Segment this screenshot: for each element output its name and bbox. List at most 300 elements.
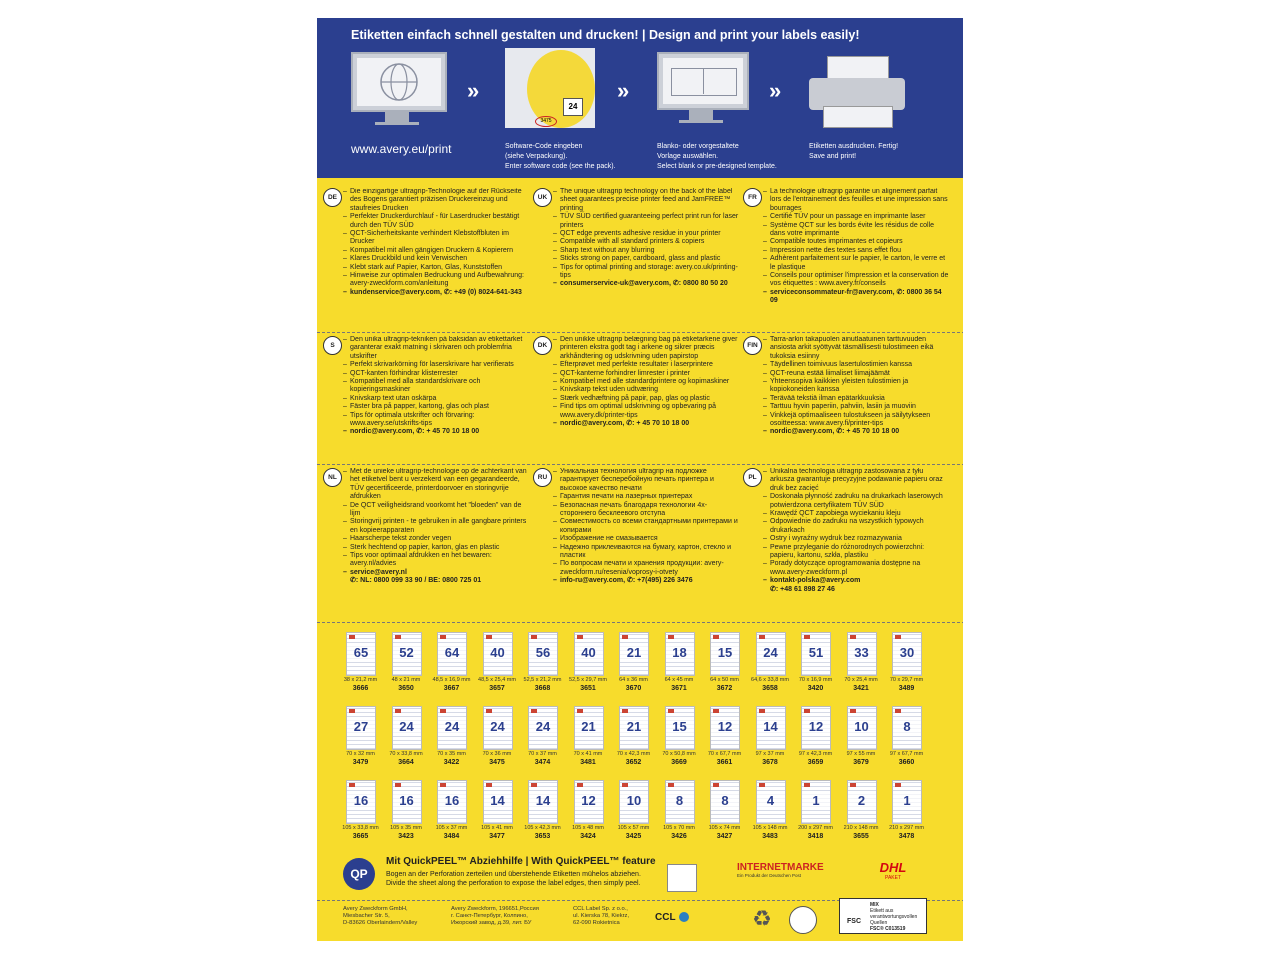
ultragrip-mark-icon — [668, 783, 674, 787]
label-sheet-thumbnail — [574, 632, 604, 676]
feature-item: – Vinkkejä optimaaliseen tulostukseen ja säilytykseen osoitteessa: www.avery.fi/printer-tips — [763, 412, 949, 429]
monitor-stand — [385, 112, 409, 122]
product-code: 3421 — [853, 685, 869, 692]
product-code: 3666 — [352, 685, 369, 692]
ultragrip-mark-icon — [850, 783, 856, 787]
label-sheet-thumbnail — [619, 780, 649, 824]
label-sheet-thumbnail — [756, 632, 786, 676]
label-sheet-thumbnail — [892, 632, 922, 676]
language-badge: UK — [533, 188, 552, 207]
feature-item: – Kompatibel mit allen gängigen Druckern & Kopierern — [343, 247, 529, 255]
product-item — [431, 632, 472, 700]
feature-item: – TÜV SÜD certified guaranteeing perfect print run for laser printers — [553, 213, 739, 230]
label-sheet-thumbnail — [847, 780, 877, 824]
quickpeel-illustration — [667, 864, 697, 892]
monitor-template-icon — [657, 52, 749, 110]
product-item — [750, 780, 791, 848]
ultragrip-mark-icon — [895, 635, 901, 639]
feature-item: – Krawędź QCT zapobiega wyciekaniu kleju — [763, 510, 949, 518]
product-code: 3665 — [352, 833, 369, 840]
labels-per-sheet: 8 — [666, 793, 694, 808]
labels-per-sheet: 24 — [757, 645, 785, 660]
ultragrip-mark-icon — [713, 635, 719, 639]
ultragrip-mark-icon — [486, 709, 492, 713]
label-dimensions: 70 x 67,7 mm — [707, 751, 742, 757]
ultragrip-mark-icon — [349, 709, 355, 713]
feature-item: – QCT-Sicherheitskante verhindert Klebstoffbluten im Drucker — [343, 230, 529, 247]
feature-item: – Klares Druckbild und kein Verwischen — [343, 255, 529, 263]
label-dimensions: 52,5 x 21,2 mm — [523, 677, 562, 683]
product-code: 3670 — [625, 685, 642, 692]
labels-per-sheet: 10 — [620, 793, 648, 808]
product-item — [568, 706, 609, 774]
feature-item: – Odpowiednie do zadruku na wszystkich typowych drukarkach — [763, 518, 949, 535]
feature-item: – Уникальная технология ultragrip на подложке гарантирует бесперебойную печать принтера и высокое качество печати — [553, 468, 739, 493]
labels-per-sheet: 56 — [529, 645, 557, 660]
product-item — [386, 706, 427, 774]
address-ru: Avery Zweckform, 196651,Россия г. Санкт-Петербург, Колпино, Ижорский завод, д.39, лит. БУ — [451, 906, 539, 926]
label-sheet-thumbnail — [392, 706, 422, 750]
labels-per-sheet: 21 — [620, 645, 648, 660]
labels-per-sheet: 16 — [347, 793, 375, 808]
label-sheet-thumbnail — [801, 780, 831, 824]
label-dimensions: 64 x 36 mm — [619, 677, 648, 683]
labels-per-sheet: 24 — [484, 719, 512, 734]
product-item — [613, 706, 654, 774]
label-dimensions: 70 x 37 mm — [528, 751, 557, 757]
label-sheet-thumbnail — [483, 780, 513, 824]
product-item — [704, 632, 745, 700]
ultragrip-mark-icon — [895, 709, 901, 713]
product-code: 3427 — [716, 833, 733, 840]
labels-per-sheet: 12 — [575, 793, 603, 808]
label-dimensions: 105 x 37 mm — [435, 825, 468, 831]
labels-per-sheet: 14 — [484, 793, 512, 808]
label-sheet-thumbnail — [528, 632, 558, 676]
label-dimensions: 52,5 x 29,7 mm — [569, 677, 607, 683]
ultragrip-mark-icon — [440, 709, 446, 713]
ultragrip-mark-icon — [531, 709, 537, 713]
arrow-icon: » — [467, 78, 476, 103]
contact-line[interactable]: – consumerservice-uk@avery.com, ✆: 0800 80 50 20 — [553, 280, 739, 288]
label-dimensions: 64,6 x 33,8 mm — [751, 677, 789, 683]
product-item — [886, 780, 927, 848]
step4-caption: Etiketten ausdrucken. Fertig! Save and print! — [809, 143, 899, 160]
labels-per-sheet: 33 — [848, 645, 876, 660]
label-dimensions: 105 x 48 mm — [572, 825, 604, 831]
labels-per-sheet: 15 — [711, 645, 739, 660]
label-sheet-thumbnail — [392, 780, 422, 824]
feature-item: – Knivskarp tekst uden udtværing — [553, 386, 739, 394]
product-item — [795, 780, 836, 848]
labels-per-sheet: 10 — [848, 719, 876, 734]
contact-line[interactable]: – kundenservice@avery.com, ✆: +49 (0) 8024-641-343 — [343, 289, 529, 297]
product-code: 3657 — [489, 685, 505, 692]
feature-item: – Tarttuu hyvin paperiin, pahviin, lasiin ja muoviin — [763, 403, 949, 411]
label-sheet-thumbnail — [710, 632, 740, 676]
language-badge: FIN — [743, 336, 762, 355]
label-dimensions: 48,5 x 16,9 mm — [432, 677, 471, 683]
feature-item: – Sharp text without any blurring — [553, 247, 739, 255]
software-code-circle: 3475 — [535, 116, 557, 127]
contact-line[interactable]: – info-ru@avery.com, ✆: +7(495) 226 3476 — [553, 577, 739, 585]
feature-item: – Безопасная печать благодаря технологии 4х-стороннего бесклеевого отступа — [553, 502, 739, 519]
label-dimensions: 70 x 25,4 mm — [844, 677, 878, 683]
feature-item: – Terävää tekstiä ilman epätarkkuuksia — [763, 395, 949, 403]
product-item — [431, 780, 472, 848]
label-dimensions: 105 x 33,8 mm — [342, 825, 379, 831]
label-sheet-thumbnail — [574, 706, 604, 750]
label-dimensions: 97 x 55 mm — [846, 751, 876, 757]
label-dimensions: 97 x 37 mm — [755, 751, 785, 757]
label-sheet-thumbnail — [528, 780, 558, 824]
label-sheet-thumbnail — [847, 632, 877, 676]
language-block-dk — [533, 336, 739, 478]
labels-per-sheet: 27 — [347, 719, 375, 734]
product-item — [477, 706, 518, 774]
label-dimensions: 70 x 29,7 mm — [889, 677, 924, 683]
product-code: 3661 — [716, 759, 733, 766]
label-dimensions: 70 x 35 mm — [437, 751, 466, 757]
feature-item: – La technologie ultragrip garantie un alignement parfait lors de l'entrainement des feuilles et une impression sans bourrages — [763, 188, 949, 213]
label-dimensions: 210 x 297 mm — [889, 825, 924, 831]
feature-item: – The unique ultragrip technology on the back of the label sheet guarantees precise printer feed and JamFREE™ printing — [553, 188, 739, 213]
label-dimensions: 200 x 297 mm — [798, 825, 833, 831]
labels-per-sheet: 8 — [893, 719, 921, 734]
product-code: 3669 — [671, 759, 687, 766]
monitor-icon — [351, 52, 447, 112]
product-code: 3477 — [489, 833, 505, 840]
product-item — [568, 632, 609, 700]
label-dimensions: 48,5 x 25,4 mm — [478, 677, 516, 683]
label-dimensions: 210 x 148 mm — [843, 825, 879, 831]
label-dimensions: 105 x 74 mm — [708, 825, 741, 831]
label-sheet-thumbnail — [528, 706, 558, 750]
feature-item: – Haarscherpe tekst zonder vegen — [343, 535, 529, 543]
feature-item: – Pewne przyleganie do różnorodnych powierzchni: papieru, kartonu, szkła, plastiku — [763, 544, 949, 561]
product-code: 3668 — [534, 685, 551, 692]
label-sheet-thumbnail — [756, 780, 786, 824]
label-dimensions: 105 x 70 mm — [663, 825, 695, 831]
ultragrip-mark-icon — [804, 783, 810, 787]
feature-item: – По вопросам печати и хранения продукции: avery-zweckform.ru/resenia/voprosy-i-otvety — [553, 560, 739, 577]
feature-item: – Изображение не смазывается — [553, 535, 739, 543]
labels-per-sheet: 1 — [893, 793, 921, 808]
feature-item: – Storingvrij printen - te gebruiken in alle gangbare printers en kopieerapparaten — [343, 518, 529, 535]
label-dimensions: 70 x 33,8 mm — [389, 751, 423, 757]
pack-label-count: 24 — [563, 98, 583, 116]
labels-per-sheet: 4 — [757, 793, 785, 808]
product-item — [613, 632, 654, 700]
feature-item: – Met de unieke ultragrip-technologie op de achterkant van het etiketvel bent u verzekerd van een gegarandeerde, TÜV gecertificeerde, printerdoorvoer en storingvrije afdrukken — [343, 468, 529, 502]
feature-item: – Unikalna technologia ultragrip zastosowana z tyłu arkusza gwarantuje precyzyjne podawanie papieru oraz druk bez zacięć — [763, 468, 949, 493]
contact-line[interactable]: – nordic@avery.com, ✆: + 45 70 10 18 00 — [553, 420, 739, 428]
contact-line[interactable]: – nordic@avery.com, ✆: + 45 70 10 18 00 — [763, 428, 949, 436]
ultragrip-mark-icon — [850, 635, 856, 639]
header-banner — [317, 18, 963, 178]
ultragrip-mark-icon — [622, 783, 628, 787]
label-dimensions: 105 x 42,3 mm — [524, 825, 561, 831]
labels-per-sheet: 15 — [666, 719, 694, 734]
feature-item: – Sticks strong on paper, cardboard, glass and plastic — [553, 255, 739, 263]
ultragrip-mark-icon — [759, 783, 765, 787]
product-item — [522, 632, 563, 700]
labels-per-sheet: 30 — [893, 645, 921, 660]
language-badge: NL — [323, 468, 342, 487]
product-code: 3678 — [762, 759, 778, 766]
ultragrip-mark-icon — [486, 635, 492, 639]
label-dimensions: 97 x 67,7 mm — [889, 751, 924, 757]
product-item — [522, 780, 563, 848]
product-code: 3652 — [625, 759, 642, 766]
product-item — [522, 706, 563, 774]
product-code: 3483 — [762, 833, 778, 840]
ultragrip-mark-icon — [668, 635, 674, 639]
product-code: 3655 — [853, 833, 869, 840]
feature-item: – Hinweise zur optimalen Bedruckung und Aufbewahrung: avery-zweckform.com/anleitung — [343, 272, 529, 289]
feature-item: – Kompatibel med alla standardskrivare och kopieringsmaskiner — [343, 378, 529, 395]
feature-item: – Tarra-arkin takapuolen ainutlaatuinen tarttuvuuden ansiosta arkit syöttyvät täsmällisesti tulostimeen eikä tukoksia esiinny — [763, 336, 949, 361]
labels-per-sheet: 12 — [711, 719, 739, 734]
labels-per-sheet: 21 — [620, 719, 648, 734]
product-item — [841, 706, 882, 774]
product-item — [795, 706, 836, 774]
feature-item: – Tips for optimal printing and storage: avery.co.uk/printing-tips — [553, 264, 739, 281]
label-dimensions: 97 x 42,3 mm — [798, 751, 833, 757]
ultragrip-mark-icon — [395, 783, 401, 787]
labels-per-sheet: 51 — [802, 645, 830, 660]
label-sheet-thumbnail — [892, 780, 922, 824]
label-dimensions: 64 x 50 mm — [710, 677, 739, 683]
ultragrip-mark-icon — [668, 709, 674, 713]
label-dimensions: 105 x 148 mm — [752, 825, 788, 831]
labels-per-sheet: 52 — [393, 645, 421, 660]
ultragrip-mark-icon — [713, 783, 719, 787]
labels-per-sheet: 18 — [666, 645, 694, 660]
contact-line[interactable]: – serviceconsommateur-fr@avery.com, ✆: 0800 36 54 09 — [763, 289, 949, 306]
labels-per-sheet: 2 — [848, 793, 876, 808]
label-dimensions: 105 x 41 mm — [481, 825, 513, 831]
feature-item: – Kompatibel med alle standardprintere og kopimaskiner — [553, 378, 739, 386]
label-dimensions: 70 x 32 mm — [346, 751, 375, 757]
product-item — [841, 780, 882, 848]
product-item — [340, 632, 381, 700]
product-code: 3426 — [671, 833, 687, 840]
product-code: 3422 — [443, 759, 460, 766]
feature-item: – QCT-kanterne forhindrer limrester i printer — [553, 370, 739, 378]
labels-per-sheet: 24 — [529, 719, 557, 734]
label-sheet-thumbnail — [801, 632, 831, 676]
ultragrip-mark-icon — [440, 635, 446, 639]
label-sheet-thumbnail — [665, 632, 695, 676]
language-badge: FR — [743, 188, 762, 207]
product-code: 3474 — [534, 759, 551, 766]
label-sheet-thumbnail — [892, 706, 922, 750]
product-item — [750, 706, 791, 774]
feature-item: – Tips voor optimaal afdrukken en het bewaren: avery.nl/advies — [343, 552, 529, 569]
ultragrip-mark-icon — [531, 635, 537, 639]
label-sheet-thumbnail — [574, 780, 604, 824]
label-dimensions: 48 x 21 mm — [391, 677, 421, 683]
product-code: 3671 — [671, 685, 687, 692]
feature-item: – QCT edge prevents adhesive residue in your printer — [553, 230, 739, 238]
feature-item: – Гарантия печати на лазерных принтерах — [553, 493, 739, 501]
language-block-fin — [743, 336, 949, 478]
product-code: 3679 — [853, 759, 869, 766]
language-block-uk — [533, 188, 739, 330]
quickpeel-title: Mit QuickPEEL™ Abziehhilfe | With QuickPEEL™ feature — [386, 856, 656, 867]
product-code: 3659 — [807, 759, 824, 766]
product-item — [477, 780, 518, 848]
label-sheet-thumbnail — [437, 780, 467, 824]
language-badge: DK — [533, 336, 552, 355]
feature-item: – QCT-reuna estää liimaliset liimajäämät — [763, 370, 949, 378]
feature-item: – Den unikke ultragrip belægning bag på etiketarkene giver printeren ekstra godt tag i arkene og sikrer præcis arkhåndtering og udskrivning uden papirstop — [553, 336, 739, 361]
product-code: 3664 — [398, 759, 414, 766]
header-title: Etiketten einfach schnell gestalten und drucken! | Design and print your labels easily! — [351, 28, 860, 42]
product-item — [704, 706, 745, 774]
ultragrip-mark-icon — [577, 709, 583, 713]
feature-item: – QCT-kanten förhindrar klisterrester — [343, 370, 529, 378]
feature-item: – Knivskarp text utan oskärpa — [343, 395, 529, 403]
language-block-ru — [533, 468, 739, 610]
arrow-icon: » — [769, 78, 778, 103]
product-code: 3420 — [807, 685, 824, 692]
feature-item: – Compatible with all standard printers & copiers — [553, 238, 739, 246]
avery-print-url[interactable]: www.avery.eu/print — [351, 142, 452, 156]
contact-line[interactable]: – kontakt-polska@avery.com ✆: +48 61 898 27 46 — [763, 577, 949, 594]
language-block-s — [323, 336, 529, 478]
labels-per-sheet: 14 — [529, 793, 557, 808]
internetmarke-logo: INTERNETMARKE Ein Produkt der Deutschen Post — [737, 862, 824, 878]
label-sheet-thumbnail — [619, 706, 649, 750]
ultragrip-mark-icon — [395, 635, 401, 639]
labels-per-sheet: 40 — [484, 645, 512, 660]
label-sheet-thumbnail — [392, 632, 422, 676]
label-sheet-thumbnail — [756, 706, 786, 750]
address-pl: CCL Label Sp. z o.o., ul. Kierska 78, Kiekrz, 62-090 Rokietnica — [573, 906, 630, 926]
product-code: 3660 — [898, 759, 915, 766]
recycle-icon: ♻ — [752, 906, 772, 931]
feature-item: – Conseils pour optimiser l'impression et la conservation de vos étiquettes : www.avery.fr/conseils — [763, 272, 949, 289]
dhl-logo: DHL PAKET — [879, 860, 907, 881]
ultragrip-mark-icon — [850, 709, 856, 713]
ultragrip-mark-icon — [622, 635, 628, 639]
ultragrip-mark-icon — [349, 783, 355, 787]
ultragrip-mark-icon — [713, 709, 719, 713]
labels-per-sheet: 21 — [575, 719, 603, 734]
ultragrip-mark-icon — [804, 709, 810, 713]
label-pack-image — [505, 48, 595, 128]
step2-caption: Software-Code eingeben (siehe Verpackung). Enter software code (see the pack). — [505, 143, 616, 170]
language-badge: S — [323, 336, 342, 355]
labels-per-sheet: 64 — [438, 645, 466, 660]
feature-item: – Adhèrent parfaitement sur le papier, le carton, le verre et le plastique — [763, 255, 949, 272]
printer-icon — [809, 56, 905, 128]
language-badge: DE — [323, 188, 342, 207]
feature-item: – Ostry i wyraźny wydruk bez rozmazywania — [763, 535, 949, 543]
label-sheet-thumbnail — [619, 632, 649, 676]
product-code: 3489 — [898, 685, 915, 692]
address-de: Avery Zweckform GmbH, Miesbacher Str. 5, D-83626 Oberlaindern/Valley — [343, 906, 418, 926]
product-item — [886, 706, 927, 774]
feature-item: – Die einzigartige ultragrip-Technologie auf der Rückseite des Bogens garantiert präzisen Druckereinzug und staufreies Drucken — [343, 188, 529, 213]
feature-item: – Perfekt skrivarkörning för laserskrivare har verifierats — [343, 361, 529, 369]
product-code: 3651 — [580, 685, 596, 692]
green-dot-icon — [789, 906, 817, 934]
label-dimensions: 105 x 57 mm — [617, 825, 650, 831]
label-sheet-thumbnail — [346, 706, 376, 750]
label-dimensions: 70 x 50,8 mm — [662, 751, 696, 757]
feature-item: – Doskonała płynność zadruku na drukarkach laserowych potwierdzona certyfikatem TÜV SÜD — [763, 493, 949, 510]
language-block-pl — [743, 468, 949, 610]
contact-line[interactable]: – service@avery.nl ✆: NL: 0800 099 33 90 / BE: 0800 725 01 — [343, 569, 529, 586]
labels-per-sheet: 8 — [711, 793, 739, 808]
feature-item: – Täydellinen toimivuus lasertulostimien kanssa — [763, 361, 949, 369]
feature-item: – Fäster bra på papper, kartong, glas och plast — [343, 403, 529, 411]
ultragrip-mark-icon — [395, 709, 401, 713]
step3-caption: Blanko- oder vorgestaltete Vorlage auswählen. Select blank or pre-designed template. — [657, 143, 777, 170]
product-item — [386, 632, 427, 700]
product-item — [886, 632, 927, 700]
label-sheet-thumbnail — [437, 706, 467, 750]
label-sheet-thumbnail — [665, 780, 695, 824]
feature-item: – De QCT veiligheidsrand voorkomt het "bloeden" van de lijm — [343, 502, 529, 519]
contact-line[interactable]: – nordic@avery.com, ✆: + 45 70 10 18 00 — [343, 428, 529, 436]
product-item — [659, 780, 700, 848]
quickpeel-badge: QP — [343, 858, 375, 890]
product-code: 3424 — [580, 833, 596, 840]
globe-icon — [357, 58, 441, 106]
product-item — [340, 780, 381, 848]
product-item — [477, 632, 518, 700]
label-sheet-thumbnail — [847, 706, 877, 750]
label-sheet-thumbnail — [801, 706, 831, 750]
label-dimensions: 105 x 35 mm — [390, 825, 422, 831]
labels-per-sheet: 24 — [438, 719, 466, 734]
feature-item: – Tips för optimala utskrifter och förvaring: www.avery.se/utskrifts-tips — [343, 412, 529, 429]
product-code: 3658 — [762, 685, 778, 692]
feature-item: – Système QCT sur les bords évite les résidus de colle dans votre imprimante — [763, 222, 949, 239]
product-item — [750, 632, 791, 700]
product-code: 3672 — [716, 685, 733, 692]
product-item — [340, 706, 381, 774]
feature-item: – Stærk vedhæftning på papir, pap, glas og plastic — [553, 395, 739, 403]
language-block-nl — [323, 468, 529, 610]
label-sheet-thumbnail — [710, 780, 740, 824]
product-code: 3478 — [898, 833, 915, 840]
feature-item: – Compatible toutes imprimantes et copieurs — [763, 238, 949, 246]
product-item — [659, 706, 700, 774]
arrow-icon: » — [617, 78, 626, 103]
product-item — [841, 632, 882, 700]
labels-per-sheet: 24 — [393, 719, 421, 734]
feature-item: – Porady dotyczące oprogramowania dostępne na www.avery-zweckform.pl — [763, 560, 949, 577]
product-code: 3484 — [443, 833, 460, 840]
feature-item: – Impression nette des textes sans effet flou — [763, 247, 949, 255]
language-block-de — [323, 188, 529, 330]
label-dimensions: 70 x 36 mm — [482, 751, 512, 757]
feature-item: – Perfekter Druckerdurchlauf - für Laserdrucker bestätigt durch den TÜV SÜD — [343, 213, 529, 230]
feature-item: – Efterprøvet med perfekte resultater i laserprintere — [553, 361, 739, 369]
fsc-logo: FSC MIX Etikett aus verantwortungsvollen Quellen FSC® C013519 — [839, 898, 927, 934]
language-badge: RU — [533, 468, 552, 487]
feature-item: – Sterk hechtend op papier, karton, glas en plastic — [343, 544, 529, 552]
labels-per-sheet: 65 — [347, 645, 375, 660]
label-dimensions: 70 x 16,9 mm — [798, 677, 833, 683]
label-sheet-thumbnail — [483, 706, 513, 750]
label-sheet-thumbnail — [346, 632, 376, 676]
